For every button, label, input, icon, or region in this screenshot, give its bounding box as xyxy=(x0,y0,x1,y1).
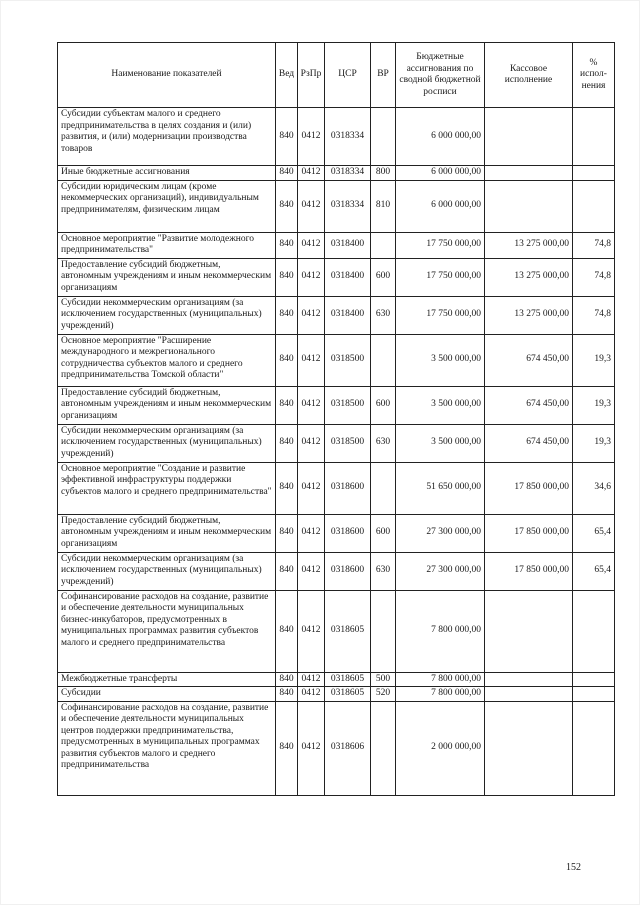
table-row xyxy=(58,258,615,296)
row-csr: 0318605 xyxy=(325,687,371,702)
row-ved: 840 xyxy=(276,232,298,258)
row-name: Межбюджетные трансферты xyxy=(58,672,276,687)
row-ved: 840 xyxy=(276,180,298,232)
table-row xyxy=(58,180,615,232)
header-row xyxy=(58,43,615,108)
row-csr: 0318500 xyxy=(325,386,371,424)
row-percent xyxy=(573,180,615,232)
row-name: Субсидии субъектам малого и среднего предпринимательства в целях создания и (или) развития, и (или) модернизации производства товаров xyxy=(58,108,276,166)
row-percent: 65,4 xyxy=(573,514,615,552)
row-csr: 0318605 xyxy=(325,672,371,687)
row-percent: 19,3 xyxy=(573,424,615,462)
table-row xyxy=(58,672,615,687)
row-rzpr: 0412 xyxy=(298,232,325,258)
row-vr: 600 xyxy=(371,514,396,552)
row-cash: 17 850 000,00 xyxy=(485,514,573,552)
row-cash: 17 850 000,00 xyxy=(485,552,573,590)
header-rzpr: РзПр xyxy=(298,43,325,108)
row-vr: 520 xyxy=(371,687,396,702)
header-vr: ВР xyxy=(371,43,396,108)
row-budget: 7 800 000,00 xyxy=(396,672,485,687)
row-cash: 674 450,00 xyxy=(485,424,573,462)
row-rzpr: 0412 xyxy=(298,258,325,296)
row-ved: 840 xyxy=(276,552,298,590)
row-ved: 840 xyxy=(276,514,298,552)
table-row xyxy=(58,514,615,552)
row-vr xyxy=(371,334,396,386)
row-csr: 0318400 xyxy=(325,296,371,334)
row-budget: 27 300 000,00 xyxy=(396,552,485,590)
row-name: Софинансирование расходов на создание, развитие и обеспечение деятельности муниципальных центров поддержки предпринимательства, предусмотренных в муниципальных программах развития субъектов малого и среднего предпринимательства xyxy=(58,701,276,795)
table-row xyxy=(58,590,615,672)
table-row xyxy=(58,701,615,795)
row-ved: 840 xyxy=(276,424,298,462)
row-csr: 0318600 xyxy=(325,552,371,590)
table-row xyxy=(58,166,615,181)
row-name: Субсидии xyxy=(58,687,276,702)
header-cash: Кассовое исполнение xyxy=(485,43,573,108)
row-vr: 600 xyxy=(371,386,396,424)
header-percent: % испол-нения xyxy=(573,43,615,108)
row-budget: 6 000 000,00 xyxy=(396,180,485,232)
table-row xyxy=(58,424,615,462)
row-ved: 840 xyxy=(276,672,298,687)
row-rzpr: 0412 xyxy=(298,386,325,424)
row-budget: 6 000 000,00 xyxy=(396,166,485,181)
row-cash xyxy=(485,166,573,181)
row-ved: 840 xyxy=(276,687,298,702)
row-cash: 13 275 000,00 xyxy=(485,258,573,296)
row-vr xyxy=(371,701,396,795)
row-name: Иные бюджетные ассигнования xyxy=(58,166,276,181)
row-rzpr: 0412 xyxy=(298,108,325,166)
budget-table xyxy=(57,42,615,796)
row-budget: 3 500 000,00 xyxy=(396,386,485,424)
row-cash xyxy=(485,590,573,672)
row-ved: 840 xyxy=(276,166,298,181)
row-budget: 51 650 000,00 xyxy=(396,462,485,514)
row-name: Софинансирование расходов на создание, развитие и обеспечение деятельности муниципальных бизнес-инкубаторов, предусмотренных в муниципальных программах развития субъектов малого и среднего предпринимательства xyxy=(58,590,276,672)
row-name: Основное мероприятие "Расширение международного и межрегионального сотрудничества субъектов малого и среднего предпринимательства Томской области" xyxy=(58,334,276,386)
header-ved: Вед xyxy=(276,43,298,108)
row-ved: 840 xyxy=(276,701,298,795)
row-percent: 34,6 xyxy=(573,462,615,514)
row-percent: 19,3 xyxy=(573,334,615,386)
row-vr: 800 xyxy=(371,166,396,181)
row-vr: 600 xyxy=(371,258,396,296)
row-csr: 0318500 xyxy=(325,334,371,386)
row-percent: 74,8 xyxy=(573,258,615,296)
table-body xyxy=(58,108,615,796)
row-cash: 17 850 000,00 xyxy=(485,462,573,514)
row-cash xyxy=(485,108,573,166)
row-percent: 74,8 xyxy=(573,296,615,334)
row-budget: 17 750 000,00 xyxy=(396,258,485,296)
row-vr xyxy=(371,108,396,166)
table-row xyxy=(58,552,615,590)
row-vr xyxy=(371,462,396,514)
row-cash: 13 275 000,00 xyxy=(485,232,573,258)
row-cash xyxy=(485,180,573,232)
row-budget: 17 750 000,00 xyxy=(396,232,485,258)
row-cash xyxy=(485,701,573,795)
row-cash: 674 450,00 xyxy=(485,334,573,386)
row-budget: 7 800 000,00 xyxy=(396,590,485,672)
row-rzpr: 0412 xyxy=(298,672,325,687)
row-budget: 6 000 000,00 xyxy=(396,108,485,166)
row-cash: 13 275 000,00 xyxy=(485,296,573,334)
row-cash: 674 450,00 xyxy=(485,386,573,424)
row-csr: 0318500 xyxy=(325,424,371,462)
row-percent xyxy=(573,108,615,166)
row-csr: 0318400 xyxy=(325,232,371,258)
row-ved: 840 xyxy=(276,296,298,334)
row-ved: 840 xyxy=(276,462,298,514)
row-ved: 840 xyxy=(276,590,298,672)
row-csr: 0318334 xyxy=(325,108,371,166)
row-csr: 0318334 xyxy=(325,166,371,181)
row-percent xyxy=(573,590,615,672)
row-ved: 840 xyxy=(276,386,298,424)
row-name: Предоставление субсидий бюджетным, автономным учреждениям и иным некоммерческим организациям xyxy=(58,386,276,424)
row-percent: 65,4 xyxy=(573,552,615,590)
row-rzpr: 0412 xyxy=(298,687,325,702)
row-name: Предоставление субсидий бюджетным, автономным учреждениям и иным некоммерческим организациям xyxy=(58,514,276,552)
row-cash xyxy=(485,672,573,687)
row-csr: 0318334 xyxy=(325,180,371,232)
table-row xyxy=(58,687,615,702)
table-row xyxy=(58,232,615,258)
row-percent xyxy=(573,687,615,702)
row-rzpr: 0412 xyxy=(298,296,325,334)
header-name: Наименование показателей xyxy=(58,43,276,108)
table-row xyxy=(58,334,615,386)
row-percent xyxy=(573,166,615,181)
row-rzpr: 0412 xyxy=(298,462,325,514)
row-rzpr: 0412 xyxy=(298,334,325,386)
header-csr: ЦСР xyxy=(325,43,371,108)
table-row xyxy=(58,296,615,334)
row-budget: 3 500 000,00 xyxy=(396,424,485,462)
row-name: Субсидии некоммерческим организациям (за исключением государственных (муниципальных) учреждений) xyxy=(58,296,276,334)
row-csr: 0318400 xyxy=(325,258,371,296)
row-percent xyxy=(573,701,615,795)
row-cash xyxy=(485,687,573,702)
row-name: Предоставление субсидий бюджетным, автономным учреждениям и иным некоммерческим организациям xyxy=(58,258,276,296)
row-vr: 500 xyxy=(371,672,396,687)
row-rzpr: 0412 xyxy=(298,514,325,552)
row-name: Субсидии некоммерческим организациям (за исключением государственных (муниципальных) учреждений) xyxy=(58,552,276,590)
header-budget: Бюджетные ассигнования по сводной бюджетной росписи xyxy=(396,43,485,108)
row-vr xyxy=(371,590,396,672)
row-percent xyxy=(573,672,615,687)
row-budget: 3 500 000,00 xyxy=(396,334,485,386)
row-csr: 0318600 xyxy=(325,514,371,552)
row-vr xyxy=(371,232,396,258)
table-row xyxy=(58,462,615,514)
table-header xyxy=(58,43,615,108)
row-rzpr: 0412 xyxy=(298,424,325,462)
row-ved: 840 xyxy=(276,334,298,386)
row-rzpr: 0412 xyxy=(298,166,325,181)
table-row xyxy=(58,386,615,424)
row-name: Основное мероприятие "Развитие молодежного предпринимательства" xyxy=(58,232,276,258)
row-csr: 0318606 xyxy=(325,701,371,795)
row-budget: 27 300 000,00 xyxy=(396,514,485,552)
row-vr: 630 xyxy=(371,552,396,590)
row-csr: 0318600 xyxy=(325,462,371,514)
row-ved: 840 xyxy=(276,108,298,166)
row-budget: 17 750 000,00 xyxy=(396,296,485,334)
row-rzpr: 0412 xyxy=(298,552,325,590)
row-rzpr: 0412 xyxy=(298,590,325,672)
row-budget: 2 000 000,00 xyxy=(396,701,485,795)
table-row xyxy=(58,108,615,166)
row-ved: 840 xyxy=(276,258,298,296)
row-vr: 630 xyxy=(371,296,396,334)
row-percent: 19,3 xyxy=(573,386,615,424)
row-rzpr: 0412 xyxy=(298,701,325,795)
row-vr: 810 xyxy=(371,180,396,232)
row-name: Субсидии некоммерческим организациям (за исключением государственных (муниципальных) учреждений) xyxy=(58,424,276,462)
row-percent: 74,8 xyxy=(573,232,615,258)
row-rzpr: 0412 xyxy=(298,180,325,232)
row-name: Субсидии юридическим лицам (кроме некоммерческих организаций), индивидуальным предпринимателям, физическим лицам xyxy=(58,180,276,232)
row-budget: 7 800 000,00 xyxy=(396,687,485,702)
row-csr: 0318605 xyxy=(325,590,371,672)
page-number: 152 xyxy=(566,862,581,873)
row-vr: 630 xyxy=(371,424,396,462)
row-name: Основное мероприятие "Создание и развитие эффективной инфраструктуры поддержки субъектов малого и среднего предпринимательства" xyxy=(58,462,276,514)
